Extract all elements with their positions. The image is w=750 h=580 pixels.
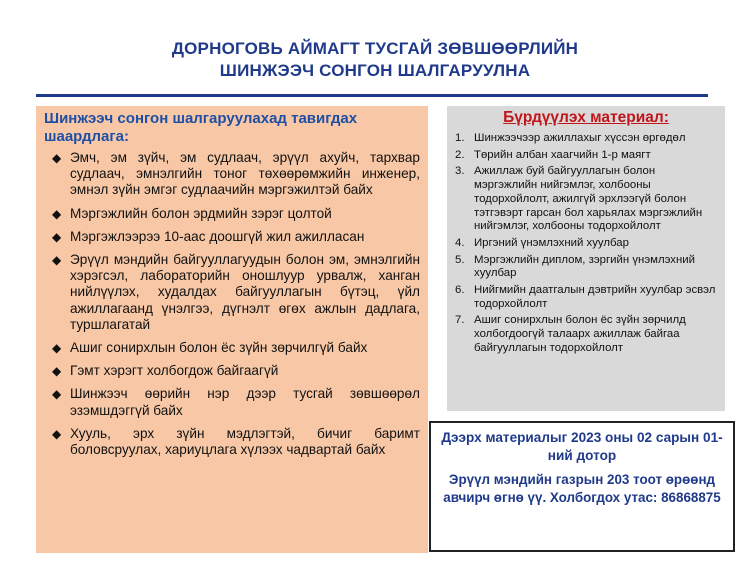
title-line-1: ДОРНОГОВЬ АЙМАГТ ТУСГАЙ ЗӨВШӨӨРЛИЙН — [171, 39, 579, 58]
item-number: 6. — [455, 284, 465, 297]
list-item — [455, 284, 717, 311]
list-item — [44, 340, 420, 356]
submission-notice — [429, 421, 735, 552]
requirement-text: Шинжээч өөрийн нэр дээр тусгай зөвшөөрөл эзэмшдэггүй байх — [70, 386, 420, 418]
title-line-2: ШИНЖЭЭЧ СОНГОН ШАЛГАРУУЛНА — [219, 61, 531, 80]
material-text: Ашиг сонирхлын болон ёс зүйн зөрчилд холбогдоогүй талаарх ажиллаж байгаа байгууллагын тодорхойлолт — [474, 314, 686, 354]
materials-heading: Бүрдүүлэх материал: — [503, 109, 669, 126]
material-text: Мэргэжлийн диплом, зэргийн үнэмлэхний хуулбар — [474, 253, 695, 280]
requirement-text: Эмч, эм зүйч, эм судлаач, эрүүл ахуйч, тархвар судлаач, эмнэлгийн тоног төхөөрөмжийн инженер, эмнэл зүйн эмгэг судлаачийн мэргэжилтэй байх — [70, 150, 420, 198]
list-item — [455, 132, 717, 146]
requirements-panel — [36, 106, 428, 553]
diamond-bullet-icon: ◆ — [52, 387, 62, 402]
item-number: 5. — [455, 253, 465, 266]
item-number: 4. — [455, 236, 465, 249]
list-item — [44, 229, 420, 245]
list-item — [455, 314, 717, 355]
materials-list — [455, 132, 717, 356]
contact-text: Эрүүл мэндийн газрын 203 тоот өрөөнд авчирч өгнө үү. Холбогдох утас: 86868875 — [443, 472, 721, 505]
requirements-list — [44, 150, 420, 458]
requirement-text: Мэргэжлийн болон эрдмийн зэрэг цолтой — [70, 205, 332, 221]
list-item — [455, 237, 717, 251]
requirement-text: Мэргэжлээрээ 10-аас доошгүй жил ажилласан — [70, 228, 365, 244]
requirement-text: Хууль, эрх зүйн мэдлэгтэй, бичиг баримт боловсруулах, хариуцлага хүлээх чадвартай байх — [70, 425, 420, 458]
item-number: 2. — [455, 148, 465, 161]
list-item — [44, 150, 420, 199]
diamond-bullet-icon: ◆ — [52, 426, 62, 441]
material-text: Шинжээчээр ажиллахыг хүссэн өргөдөл — [474, 132, 686, 144]
materials-panel — [447, 106, 725, 411]
material-text: Нийгмийн даатгалын дэвтрийн хуулбар эсвэл тодорхойлолт — [474, 284, 716, 310]
diamond-bullet-icon: ◆ — [52, 206, 62, 221]
list-item — [455, 254, 717, 281]
list-item — [44, 386, 420, 418]
diamond-bullet-icon: ◆ — [52, 229, 62, 244]
list-item — [44, 252, 420, 333]
requirement-text: Ашиг сонирхлын болон ёс зүйн зөрчилгүй байх — [70, 340, 368, 356]
list-item — [44, 426, 420, 458]
diamond-bullet-icon: ◆ — [52, 364, 62, 379]
diamond-bullet-icon: ◆ — [52, 341, 62, 356]
material-text: Иргэний үнэмлэхний хуулбар — [474, 236, 629, 249]
list-item — [44, 363, 420, 379]
deadline-text: Дээрх материалыг 2023 оны 02 сарын 01-ний дотор — [441, 430, 723, 463]
requirement-text: Эрүүл мэндийн байгууллагуудын болон эм, эмнэлгийн хэрэгсэл, лабораторийн оношлуур урвалж, ханган нийлүүлэх, худалдах байгууллагын бүтэц, үйл ажиллагаанд үнэлгээ, дүгнэлт өгөх ажлын дадлага, туршлагатай — [70, 252, 420, 332]
title-divider — [36, 94, 708, 97]
requirements-heading: Шинжээч сонгон шалгаруулахад тавигдах шаардлага: — [44, 110, 358, 145]
list-item — [455, 165, 717, 234]
page-title — [0, 38, 750, 82]
requirement-text: Гэмт хэрэгт холбогдож байгаагүй — [70, 363, 279, 379]
item-number: 7. — [455, 314, 465, 327]
material-text: Ажиллаж буй байгууллагын болон мэргэжлийн нийгэмлэг, холбооны тодорхойлолт, ажилгүй эрхлээгүй болон тэтгэвэрт гарсан бол харьялах мэргэжлийн нийгэмлэг, холбооны тодорхойлолт — [474, 165, 703, 233]
diamond-bullet-icon: ◆ — [52, 253, 62, 268]
item-number: 1. — [455, 132, 465, 144]
list-item — [455, 149, 717, 163]
diamond-bullet-icon: ◆ — [52, 151, 62, 165]
item-number: 3. — [455, 165, 465, 178]
material-text: Төрийн албан хаагчийн 1-р маягт — [474, 148, 651, 161]
list-item — [44, 206, 420, 222]
